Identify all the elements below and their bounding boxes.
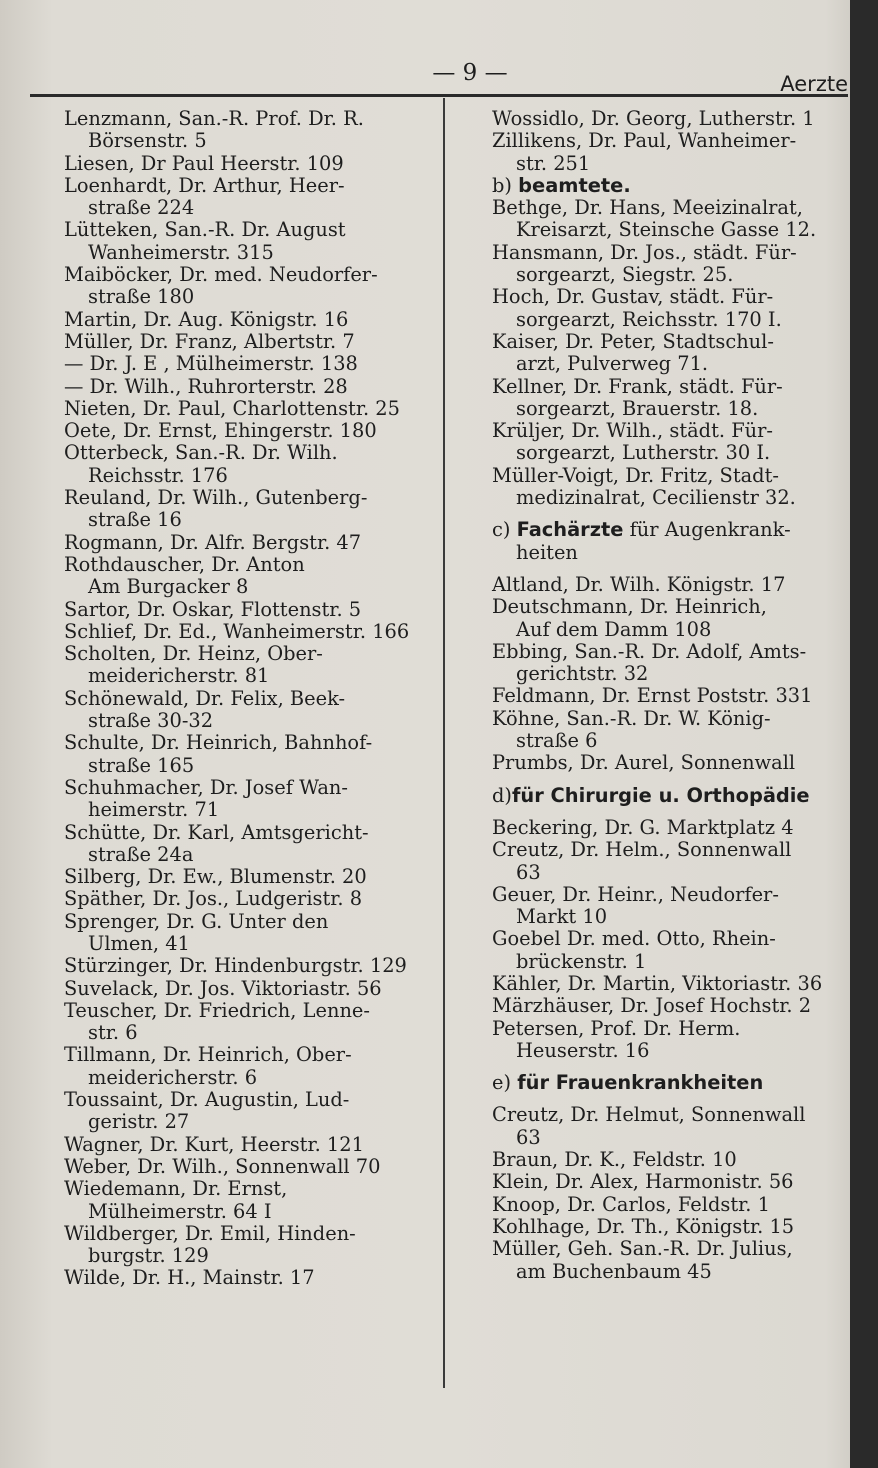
section-letter: e) xyxy=(492,1071,512,1095)
directory-entry: Hansmann, Dr. Jos., städt. Für- sorgearzt, Siegstr. 25. xyxy=(492,240,797,287)
directory-entry: Stürzinger, Dr. Hindenburgstr. 129 xyxy=(64,954,407,978)
page-number: — 9 — xyxy=(432,60,508,86)
directory-entry: Zillikens, Dr. Paul, Wanheimer- str. 251 xyxy=(492,129,797,175)
section-heading-text: Fachärzte xyxy=(516,518,624,542)
directory-entry: Nieten, Dr. Paul, Charlottenstr. 25 xyxy=(64,396,400,420)
column-divider xyxy=(443,98,445,1388)
directory-entry: Reuland, Dr. Wilh., Gutenberg- straße 16 xyxy=(64,486,368,532)
directory-entry: Hoch, Dr. Gustav, städt. Für- sorgearzt, Reichsstr. 170 I. xyxy=(492,285,782,331)
directory-entry: Lütteken, San.-R. Dr. August Wanheimerstr. 315 xyxy=(64,218,346,264)
directory-entry: Scholten, Dr. Heinz, Ober- meidericherstr. 81 xyxy=(64,642,323,688)
directory-entry: Krüljer, Dr. Wilh., städt. Für- sorgearzt, Lutherstr. 30 I. xyxy=(492,419,773,465)
directory-entry: Müller-Voigt, Dr. Fritz, Stadt- medizinalrat, Cecilienstr 32. xyxy=(492,463,796,510)
directory-entry: Suvelack, Dr. Jos. Viktoriastr. 56 xyxy=(64,976,382,1000)
directory-entry: — Dr. J. E , Mülheimerstr. 138 xyxy=(64,352,358,376)
directory-entry: Weber, Dr. Wilh., Sonnenwall 70 xyxy=(64,1154,381,1178)
directory-entry: Otterbeck, San.-R. Dr. Wilh. Reichsstr. 176 xyxy=(64,441,338,487)
directory-entry: Beckering, Dr. G. Marktplatz 4 xyxy=(492,815,794,839)
directory-entry: Goebel Dr. med. Otto, Rhein- brückenstr. 1 xyxy=(492,927,776,973)
directory-entry: Altland, Dr. Wilh. Königstr. 17 xyxy=(492,572,786,596)
directory-entry: Wildberger, Dr. Emil, Hinden- burgstr. 129 xyxy=(64,1221,356,1268)
directory-entry: Creutz, Dr. Helmut, Sonnenwall 63 xyxy=(492,1103,806,1149)
directory-entry: Creutz, Dr. Helm., Sonnenwall 63 xyxy=(492,838,792,884)
directory-entry: Liesen, Dr Paul Heerstr. 109 xyxy=(64,151,344,175)
directory-entry: Prumbs, Dr. Aurel, Sonnenwall xyxy=(492,751,796,775)
directory-entry: — Dr. Wilh., Ruhrorterstr. 28 xyxy=(64,374,348,398)
directory-entry: Feldmann, Dr. Ernst Poststr. 331 xyxy=(492,684,813,708)
directory-entry: Kaiser, Dr. Peter, Stadtschul- arzt, Pulverweg 71. xyxy=(492,329,774,376)
directory-entry: Späther, Dr. Jos., Ludgeristr. 8 xyxy=(64,887,363,911)
section-title: Aerzte xyxy=(780,72,848,96)
directory-entry: Klein, Dr. Alex, Harmonistr. 56 xyxy=(492,1170,794,1194)
directory-entry: Müller, Dr. Franz, Albertstr. 7 xyxy=(64,329,355,353)
section-letter: c) xyxy=(492,518,511,542)
directory-entry: Kellner, Dr. Frank, städt. Für- sorgearzt, Brauerstr. 18. xyxy=(492,374,783,420)
right-column xyxy=(492,108,848,1283)
directory-entry: Schulte, Dr. Heinrich, Bahnhof- straße 165 xyxy=(64,731,373,777)
directory-entry: Kähler, Dr. Martin, Viktoriastr. 36 xyxy=(492,971,823,995)
left-column xyxy=(64,108,434,1290)
directory-entry: Müller, Geh. San.-R. Dr. Julius, am Buchenbaum 45 xyxy=(492,1237,793,1283)
page-header xyxy=(30,58,848,97)
directory-entry: Martin, Dr. Aug. Königstr. 16 xyxy=(64,307,349,331)
directory-entry: Rogmann, Dr. Alfr. Bergstr. 47 xyxy=(64,530,362,554)
directory-entry: Ebbing, San.-R. Dr. Adolf, Amts- gerichtstr. 32 xyxy=(492,639,807,686)
section-heading-text: beamtete. xyxy=(518,173,631,197)
directory-entry: Schütte, Dr. Karl, Amtsgericht- straße 24a xyxy=(64,820,369,866)
section-heading-beamtete xyxy=(492,175,848,197)
directory-entry: Rothdauscher, Dr. Anton Am Burgacker 8 xyxy=(64,552,305,599)
directory-entry: Loenhardt, Dr. Arthur, Heer- straße 224 xyxy=(64,173,345,220)
section-heading-chirurgie xyxy=(492,785,848,807)
section-heading-augenkrankheiten xyxy=(492,519,848,564)
directory-entry: Wagner, Dr. Kurt, Heerstr. 121 xyxy=(64,1132,364,1156)
directory-entry: Wossidlo, Dr. Georg, Lutherstr. 1 xyxy=(492,107,815,130)
directory-entry: Oete, Dr. Ernst, Ehingerstr. 180 xyxy=(64,419,377,443)
directory-entry: Silberg, Dr. Ew., Blumenstr. 20 xyxy=(64,865,367,889)
directory-entry: Sprenger, Dr. G. Unter den Ulmen, 41 xyxy=(64,909,329,955)
directory-entry: Schuhmacher, Dr. Josef Wan- heimerstr. 71 xyxy=(64,775,348,822)
book-spine-edge xyxy=(850,0,878,1468)
directory-entry: Maiböcker, Dr. med. Neudorfer- straße 180 xyxy=(64,263,378,309)
section-heading-rest: für Augenkrank- heiten xyxy=(516,518,791,564)
directory-entry: Schlief, Dr. Ed., Wanheimerstr. 166 xyxy=(64,619,410,643)
directory-entry: Bethge, Dr. Hans, Meeizinalrat, Kreisarzt, Steinsche Gasse 12. xyxy=(492,196,817,242)
directory-entry: Lenzmann, San.-R. Prof. Dr. R. Börsenstr. 5 xyxy=(64,107,364,153)
directory-entry: Köhne, San.-R. Dr. W. König- straße 6 xyxy=(492,706,771,753)
directory-entry: Tillmann, Dr. Heinrich, Ober- meidericherstr. 6 xyxy=(64,1043,352,1089)
section-heading-text: für Chirurgie u. Orthopädie xyxy=(511,783,810,807)
directory-entry: Wiedemann, Dr. Ernst, Mülheimerstr. 64 I xyxy=(64,1177,288,1223)
directory-entry: Braun, Dr. K., Feldstr. 10 xyxy=(492,1148,737,1172)
directory-entry: Teuscher, Dr. Friedrich, Lenne- str. 6 xyxy=(64,998,370,1045)
section-letter: d) xyxy=(492,783,512,807)
directory-entry: Schönewald, Dr. Felix, Beek- straße 30-32 xyxy=(64,686,346,733)
directory-entry: Geuer, Dr. Heinr., Neudorfer- Markt 10 xyxy=(492,882,779,929)
directory-entry: Knoop, Dr. Carlos, Feldstr. 1 xyxy=(492,1192,770,1216)
section-letter: b) xyxy=(492,173,512,197)
directory-entry: Wilde, Dr. H., Mainstr. 17 xyxy=(64,1266,315,1290)
directory-entry: Deutschmann, Dr. Heinrich, Auf dem Damm 108 xyxy=(492,595,767,641)
directory-entry: Kohlhage, Dr. Th., Königstr. 15 xyxy=(492,1214,795,1238)
directory-entry: Petersen, Prof. Dr. Herm. Heuserstr. 16 xyxy=(492,1016,741,1062)
section-heading-frauenkrankheiten xyxy=(492,1072,848,1094)
directory-entry: Sartor, Dr. Oskar, Flottenstr. 5 xyxy=(64,597,362,621)
directory-entry: Märzhäuser, Dr. Josef Hochstr. 2 xyxy=(492,994,812,1018)
directory-entry: Toussaint, Dr. Augustin, Lud- geristr. 27 xyxy=(64,1088,350,1134)
section-heading-text: für Frauenkrankheiten xyxy=(517,1071,764,1095)
